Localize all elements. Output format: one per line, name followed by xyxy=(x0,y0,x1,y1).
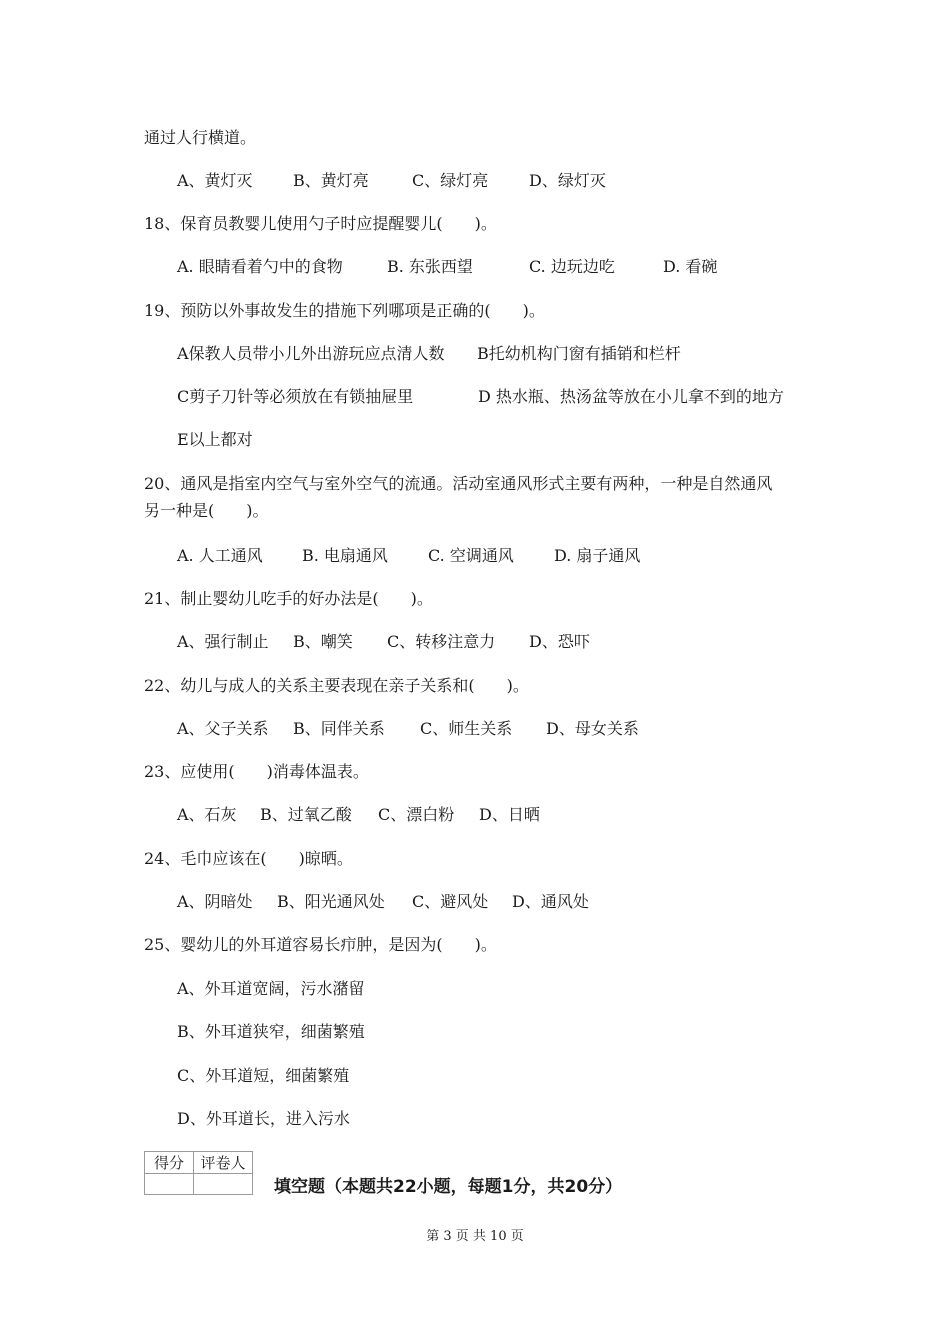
q24-option-a: A、阴暗处 xyxy=(177,892,253,911)
q19-option-a: A保教人员带小儿外出游玩应点清人数 xyxy=(177,344,445,363)
q24-option-d: D、通风处 xyxy=(512,892,589,911)
q21-option-d: D、恐吓 xyxy=(529,632,590,651)
q22-option-a: A、父子关系 xyxy=(177,719,269,738)
q23-option-d: D、日晒 xyxy=(479,805,540,824)
question-17-tail: 通过人行横道。 xyxy=(144,128,257,147)
section-title: 填空题（本题共22小题，每题1分，共20分） xyxy=(274,1177,623,1197)
grader-cell xyxy=(194,1174,253,1195)
question-20-line-2: 另一种是( )。 xyxy=(144,501,269,520)
q25-option-a: A、外耳道宽阔，污水潴留 xyxy=(177,979,365,998)
q21-option-a: A、强行制止 xyxy=(177,632,269,651)
q20-option-a: A. 人工通风 xyxy=(177,546,263,565)
q24-option-b: B、阳光通风处 xyxy=(277,892,385,911)
q25-option-b: B、外耳道狭窄，细菌繁殖 xyxy=(177,1022,365,1041)
q23-option-a: A、石灰 xyxy=(177,805,237,824)
q18-option-c: C. 边玩边吃 xyxy=(529,257,615,276)
q17-option-c: C、绿灯亮 xyxy=(412,171,489,190)
q18-option-b: B. 东张西望 xyxy=(387,257,473,276)
question-23: 23、应使用( )消毒体温表。 xyxy=(144,762,369,781)
question-20-line-1: 20、通风是指室内空气与室外空气的流通。活动室通风形式主要有两种，一种是自然通风 xyxy=(144,474,773,493)
q18-option-a: A. 眼睛看着勺中的食物 xyxy=(177,257,343,276)
q22-option-b: B、同伴关系 xyxy=(293,719,385,738)
score-box xyxy=(144,1151,253,1195)
grader-header: 评卷人 xyxy=(194,1152,253,1174)
score-cell xyxy=(145,1174,194,1195)
question-21: 21、制止婴幼儿吃手的好办法是( )。 xyxy=(144,589,433,608)
question-18: 18、保育员教婴儿使用勺子时应提醒婴儿( )。 xyxy=(144,214,497,233)
q24-option-c: C、避风处 xyxy=(412,892,489,911)
q21-option-c: C、转移注意力 xyxy=(387,632,496,651)
q19-option-b: B托幼机构门窗有插销和栏杆 xyxy=(477,344,681,363)
q22-option-d: D、母女关系 xyxy=(546,719,639,738)
q20-option-c: C. 空调通风 xyxy=(428,546,514,565)
q19-option-c: C剪子刀针等必须放在有锁抽屉里 xyxy=(177,387,414,406)
question-19: 19、预防以外事故发生的措施下列哪项是正确的( )。 xyxy=(144,301,545,320)
q25-option-d: D、外耳道长，进入污水 xyxy=(177,1109,350,1128)
q18-option-d: D. 看碗 xyxy=(663,257,718,276)
q17-option-b: B、黄灯亮 xyxy=(293,171,369,190)
q19-option-e: E以上都对 xyxy=(177,430,253,449)
score-header: 得分 xyxy=(145,1152,194,1174)
q20-option-b: B. 电扇通风 xyxy=(302,546,388,565)
q17-option-d: D、绿灯灭 xyxy=(529,171,606,190)
q20-option-d: D. 扇子通风 xyxy=(554,546,641,565)
q23-option-b: B、过氧乙酸 xyxy=(260,805,352,824)
q22-option-c: C、师生关系 xyxy=(420,719,513,738)
q23-option-c: C、漂白粉 xyxy=(378,805,455,824)
question-25: 25、婴幼儿的外耳道容易长疖肿，是因为( )。 xyxy=(144,935,497,954)
q21-option-b: B、嘲笑 xyxy=(293,632,353,651)
question-24: 24、毛巾应该在( )晾晒。 xyxy=(144,849,353,868)
q17-option-a: A、黄灯灭 xyxy=(177,171,253,190)
page-footer: 第 3 页 共 10 页 xyxy=(426,1229,524,1244)
q25-option-c: C、外耳道短，细菌繁殖 xyxy=(177,1066,350,1085)
question-22: 22、幼儿与成人的关系主要表现在亲子关系和( )。 xyxy=(144,676,529,695)
q19-option-d: D 热水瓶、热汤盆等放在小儿拿不到的地方 xyxy=(478,387,784,406)
